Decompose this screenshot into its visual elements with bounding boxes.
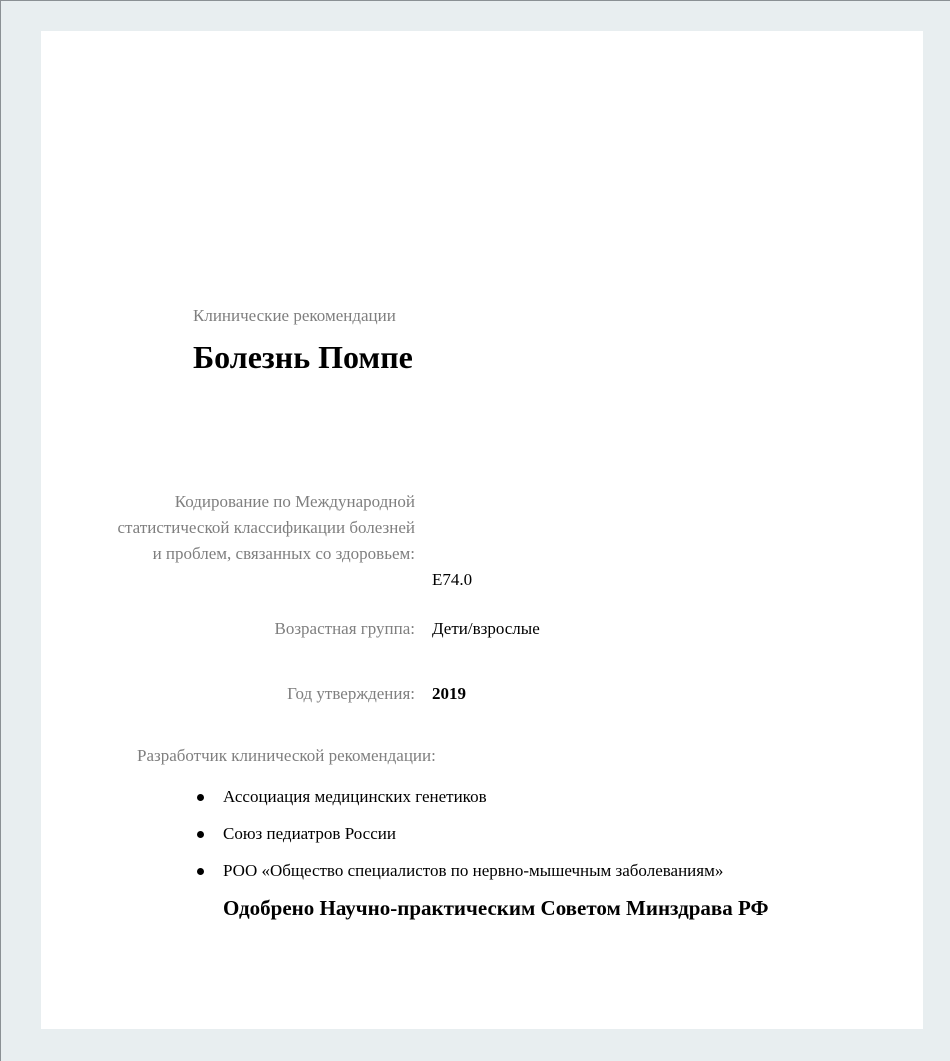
list-item [193,786,723,823]
mkb-label-block [115,489,415,567]
developer-name: Ассоциация медицинских генетиков [223,787,487,806]
developer-list [193,786,723,897]
list-item [193,823,723,860]
bullet-icon [197,794,204,801]
year-label: Год утверждения: [287,684,415,703]
approval-statement: Одобрено Научно-практическим Советом Минздрава РФ [223,896,769,920]
developer-label: Разработчик клинической рекомендации: [137,746,436,765]
age-group-label: Возрастная группа: [274,619,415,638]
document-title: Болезнь Помпе [193,339,413,375]
developer-name: РОО «Общество специалистов по нервно-мышечным заболеваниям» [223,861,724,880]
year-value: 2019 [432,684,466,703]
mkb-value: E74.0 [432,570,473,589]
document-subtitle: Клинические рекомендации [193,306,396,325]
document-page [41,31,923,1029]
mkb-label: Кодирование по Международной статистической классификации болезней и проблем, связанных со здоровьем: [117,492,415,563]
list-item [193,860,723,897]
bullet-icon [197,831,204,838]
developer-name: Союз педиатров России [223,824,396,843]
bullet-icon [197,868,204,875]
age-group-value: Дети/взрослые [432,619,540,638]
